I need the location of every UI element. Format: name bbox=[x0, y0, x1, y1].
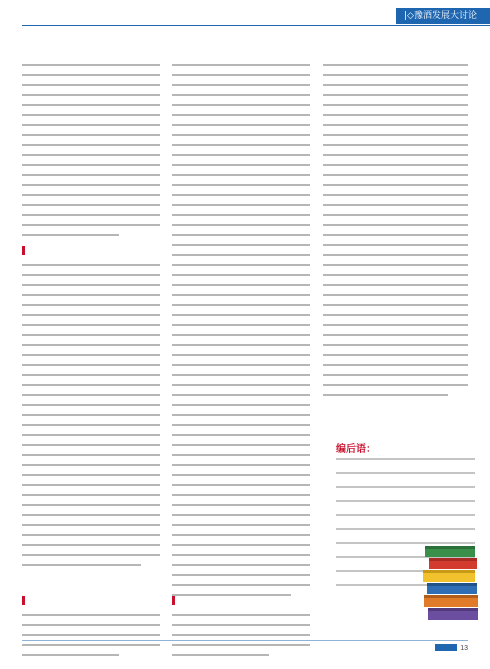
column-2-bottom-heading bbox=[172, 596, 179, 607]
heading-marker-icon bbox=[22, 596, 25, 605]
column-1-paragraph-bottom bbox=[22, 614, 160, 664]
section-tag: |◇豫酒发展大讨论 bbox=[396, 8, 490, 24]
page-footer bbox=[432, 644, 468, 652]
heading-marker-icon bbox=[22, 246, 25, 255]
column-2-paragraph-bottom bbox=[172, 614, 310, 664]
footer-marker-icon bbox=[435, 644, 457, 651]
header-rule bbox=[22, 25, 490, 26]
column-1-paragraph-middle bbox=[22, 264, 160, 574]
books-stack-icon bbox=[421, 536, 483, 628]
column-3 bbox=[323, 64, 468, 434]
column-2 bbox=[172, 64, 310, 624]
column-1-paragraph-top bbox=[22, 64, 160, 244]
editor-note-title: 编后语： bbox=[336, 444, 376, 455]
column-2-paragraph-top bbox=[172, 64, 310, 604]
footer-rule bbox=[22, 640, 468, 641]
column-3-paragraph bbox=[323, 64, 468, 404]
column-1 bbox=[22, 64, 160, 624]
page-number: 13 bbox=[460, 645, 468, 652]
column-1-bottom-heading bbox=[22, 596, 29, 607]
column-1-mid-heading bbox=[22, 246, 29, 257]
heading-marker-icon bbox=[172, 596, 175, 605]
